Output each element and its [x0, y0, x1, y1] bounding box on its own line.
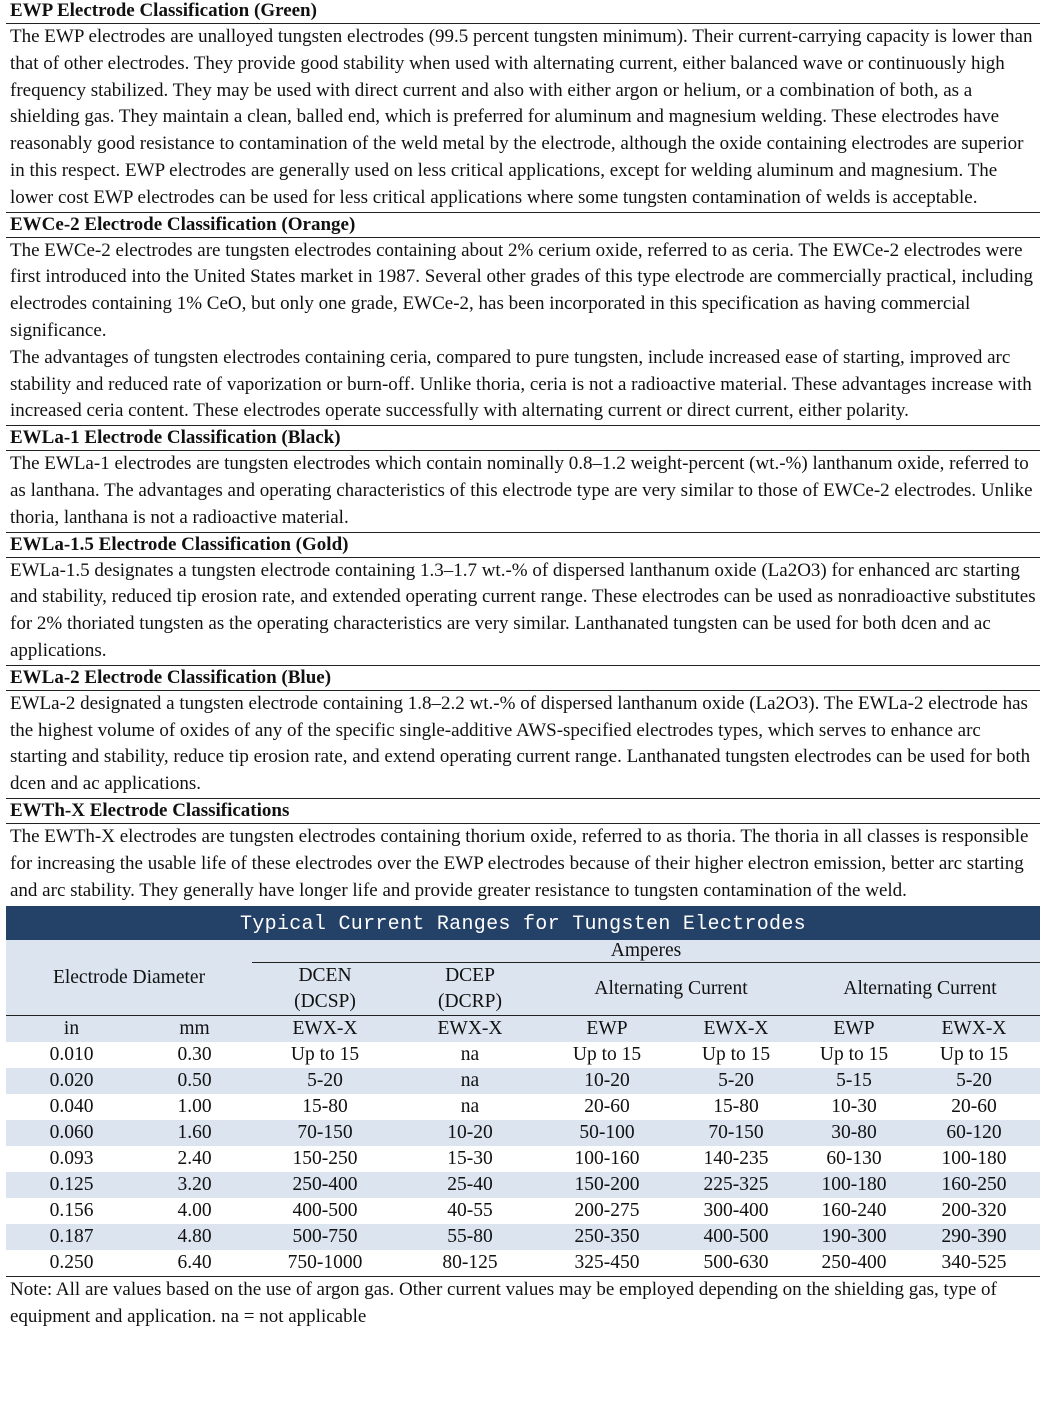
table-cell: 225-325 — [672, 1172, 800, 1198]
table-cell: na — [398, 1068, 542, 1094]
table-cell: 2.40 — [137, 1146, 252, 1172]
table-cell: 250-350 — [542, 1224, 672, 1250]
section-body — [6, 691, 1040, 799]
table-cell: 15-80 — [672, 1094, 800, 1120]
table-cell: 5-20 — [672, 1068, 800, 1094]
table-cell: 0.020 — [6, 1068, 137, 1094]
table-cell: 60-120 — [908, 1120, 1040, 1146]
section-body — [6, 824, 1040, 904]
unit-header: EWP — [800, 1016, 908, 1043]
table-cell: Up to 15 — [542, 1042, 672, 1068]
table-cell: 200-275 — [542, 1198, 672, 1224]
table-cell: 290-390 — [908, 1224, 1040, 1250]
header-row-amperes — [6, 940, 1040, 963]
table-cell: 325-450 — [542, 1250, 672, 1277]
table-cell: 400-500 — [672, 1224, 800, 1250]
header-row-units — [6, 1016, 1040, 1043]
table-row — [6, 1198, 1040, 1224]
table-cell: 4.80 — [137, 1224, 252, 1250]
table-cell: 0.125 — [6, 1172, 137, 1198]
table-cell: 140-235 — [672, 1146, 800, 1172]
ac-header-1: Alternating Current — [542, 963, 800, 1016]
table-row — [6, 1146, 1040, 1172]
classification-section — [6, 426, 1040, 532]
table-row — [6, 1224, 1040, 1250]
table-cell: 0.30 — [137, 1042, 252, 1068]
table-cell: 15-30 — [398, 1146, 542, 1172]
table-cell: 0.187 — [6, 1224, 137, 1250]
table-cell: 750-1000 — [252, 1250, 398, 1277]
sections-container — [6, 0, 1040, 904]
section-paragraph: The EWLa-1 electrodes are tungsten electrodes which contain nominally 0.8–1.2 weight-percent (wt.-%) lanthanum oxide, referred to as lanthana. The advantages and operating characteristics of this electrode type are very similar to those of EWCe-2 electrodes. Unlike thoria, lanthana is not a radioactive material. — [10, 453, 1033, 528]
table-cell: 150-200 — [542, 1172, 672, 1198]
table-cell: 15-80 — [252, 1094, 398, 1120]
table-cell: 70-150 — [252, 1120, 398, 1146]
dcen-label: DCEN — [298, 965, 352, 987]
table-cell: 0.093 — [6, 1146, 137, 1172]
table-cell: 55-80 — [398, 1224, 542, 1250]
table-cell: 300-400 — [672, 1198, 800, 1224]
table-cell: 400-500 — [252, 1198, 398, 1224]
amperes-header: Amperes — [252, 940, 1040, 963]
table-cell: 50-100 — [542, 1120, 672, 1146]
table-cell: 3.20 — [137, 1172, 252, 1198]
current-ranges-table — [6, 940, 1040, 1277]
unit-header: EWX-X — [672, 1016, 800, 1043]
section-body — [6, 238, 1040, 427]
section-paragraph: The EWP electrodes are unalloyed tungsten electrodes (99.5 percent tungsten minimum). Their current-carrying capacity is lower than that of other electrodes. They provide good stability when used with alternating current, either balanced wave or continuously high frequency stabilized. They may be used with direct current and also with either argon or helium, or a combination of both, as a shielding gas. They maintain a clean, balled end, which is preferred for aluminum and magnesium welding. These electrodes have reasonably good resistance to contamination of the weld metal by the electrode, although the oxide containing electrodes are superior in this respect. EWP electrodes are generally used on less critical applications, except for welding aluminum and magnesium. The lower cost EWP electrodes can be used for less critical applications where some tungsten contamination of welds is acceptable. — [10, 26, 1033, 208]
classification-section — [6, 533, 1040, 666]
table-cell: 25-40 — [398, 1172, 542, 1198]
table-cell: 160-250 — [908, 1172, 1040, 1198]
section-paragraph: The EWTh-X electrodes are tungsten electrodes containing thorium oxide, referred to as thoria. The thoria in all classes is responsible for increasing the usable life of these electrodes over the EWP electrodes because of their higher electron emission, better arc starting and arc stability. They generally have longer life and provide greater resistance to tungsten contamination of the weld. — [10, 825, 1029, 901]
section-paragraph: EWLa-2 designated a tungsten electrode containing 1.8–2.2 wt.-% of dispersed lanthanum oxide (La2O3). The EWLa-2 electrode has the highest volume of oxides of any of the specific single-additive AWS-specified electrodes types, which serves to enhance arc starting and stability, reduce tip erosion rate, and extend operating current range. Lanthanated tungsten electrodes can be used for both dcen and ac applications. — [10, 692, 1031, 795]
section-paragraph: The advantages of tungsten electrodes containing ceria, compared to pure tungsten, include increased ease of starting, improved arc stability and reduced rate of vaporization or burn-off. Unlike thoria, ceria is not a radioactive material. These advantages increase with increased ceria content. These electrodes operate successfully with alternating current or direct current, either polarity. — [10, 346, 1032, 422]
table-cell: 70-150 — [672, 1120, 800, 1146]
table-cell: 5-20 — [252, 1068, 398, 1094]
table-row — [6, 1042, 1040, 1068]
table-cell: 4.00 — [137, 1198, 252, 1224]
table-title: Typical Current Ranges for Tungsten Electrodes — [6, 906, 1040, 940]
table-cell: 30-80 — [800, 1120, 908, 1146]
table-cell: 0.156 — [6, 1198, 137, 1224]
section-title: EWLa-2 Electrode Classification (Blue) — [6, 666, 1040, 691]
classification-section — [6, 0, 1040, 213]
dcrp-label: (DCRP) — [438, 991, 502, 1013]
table-cell: 0.010 — [6, 1042, 137, 1068]
table-cell: 500-630 — [672, 1250, 800, 1277]
table-body — [6, 1042, 1040, 1277]
table-row — [6, 1068, 1040, 1094]
unit-header: EWX-X — [398, 1016, 542, 1043]
table-cell: 0.040 — [6, 1094, 137, 1120]
table-cell: na — [398, 1042, 542, 1068]
table-cell: 5-20 — [908, 1068, 1040, 1094]
table-cell: Up to 15 — [800, 1042, 908, 1068]
table-cell: 0.250 — [6, 1250, 137, 1277]
section-paragraph: The EWCe-2 electrodes are tungsten electrodes containing about 2% cerium oxide, referred to as ceria. The EWCe-2 electrodes were first introduced into the United States market in 1987. Several other grades of this type electrode are commercially practical, including electrodes containing 1% CeO, but only one grade, EWCe-2, has been incorporated in this specification as having commercial significance. — [10, 239, 1034, 341]
diameter-header: Electrode Diameter — [6, 940, 252, 1016]
table-cell: 80-125 — [398, 1250, 542, 1277]
section-paragraph: EWLa-1.5 designates a tungsten electrode containing 1.3–1.7 wt.-% of dispersed lanthanum oxide (La2O3) for enhanced arc starting and stability, reduced tip erosion rate, and extended operating current range. These electrodes can be used as nonradioactive substitutes for 2% thoriated tungsten as the operating characteristics are very similar. Lanthanated tungsten can be used for both dcen and ac applications. — [10, 559, 1036, 661]
ac-header-2: Alternating Current — [800, 963, 1040, 1016]
table-cell: 0.50 — [137, 1068, 252, 1094]
table-cell: 340-525 — [908, 1250, 1040, 1277]
table-cell: 100-160 — [542, 1146, 672, 1172]
table-cell: 250-400 — [252, 1172, 398, 1198]
table-cell: 6.40 — [137, 1250, 252, 1277]
section-title: EWLa-1 Electrode Classification (Black) — [6, 426, 1040, 451]
dcsp-label: (DCSP) — [294, 991, 356, 1013]
classification-section — [6, 213, 1040, 427]
table-row — [6, 1120, 1040, 1146]
table-cell: 0.060 — [6, 1120, 137, 1146]
table-cell: 150-250 — [252, 1146, 398, 1172]
table-cell: 5-15 — [800, 1068, 908, 1094]
dcep-label: DCEP — [445, 965, 495, 987]
dcen-header — [252, 963, 398, 1016]
classification-section — [6, 666, 1040, 799]
section-body — [6, 24, 1040, 213]
unit-header: EWX-X — [908, 1016, 1040, 1043]
table-cell: 1.60 — [137, 1120, 252, 1146]
table-cell: 40-55 — [398, 1198, 542, 1224]
table-row — [6, 1250, 1040, 1277]
dcep-header — [398, 963, 542, 1016]
unit-header: EWP — [542, 1016, 672, 1043]
table-cell: 200-320 — [908, 1198, 1040, 1224]
unit-header: in — [6, 1016, 137, 1043]
document-page — [6, 0, 1040, 1330]
table-cell: 10-30 — [800, 1094, 908, 1120]
table-cell: 250-400 — [800, 1250, 908, 1277]
table-cell: 20-60 — [542, 1094, 672, 1120]
section-title: EWLa-1.5 Electrode Classification (Gold) — [6, 533, 1040, 558]
table-cell: 100-180 — [908, 1146, 1040, 1172]
classification-section — [6, 799, 1040, 904]
section-title: EWTh-X Electrode Classifications — [6, 799, 1040, 824]
table-cell: 1.00 — [137, 1094, 252, 1120]
table-cell: 100-180 — [800, 1172, 908, 1198]
table-cell: Up to 15 — [252, 1042, 398, 1068]
section-title: EWCe-2 Electrode Classification (Orange) — [6, 213, 1040, 238]
section-body — [6, 451, 1040, 532]
unit-header: mm — [137, 1016, 252, 1043]
table-cell: 20-60 — [908, 1094, 1040, 1120]
table-cell: na — [398, 1094, 542, 1120]
table-note: Note: All are values based on the use of argon gas. Other current values may be employed depending on the shielding gas, type of equipment and application. na = not applicable — [10, 1279, 997, 1327]
current-ranges-table-block — [6, 906, 1040, 1330]
table-cell: 10-20 — [542, 1068, 672, 1094]
table-row — [6, 1172, 1040, 1198]
table-cell: 60-130 — [800, 1146, 908, 1172]
table-row — [6, 1094, 1040, 1120]
section-title: EWP Electrode Classification (Green) — [6, 0, 1040, 24]
section-body — [6, 558, 1040, 666]
unit-header: EWX-X — [252, 1016, 398, 1043]
table-cell: Up to 15 — [908, 1042, 1040, 1068]
table-cell: 190-300 — [800, 1224, 908, 1250]
table-cell: 10-20 — [398, 1120, 542, 1146]
table-cell: 500-750 — [252, 1224, 398, 1250]
table-cell: 160-240 — [800, 1198, 908, 1224]
table-cell: Up to 15 — [672, 1042, 800, 1068]
